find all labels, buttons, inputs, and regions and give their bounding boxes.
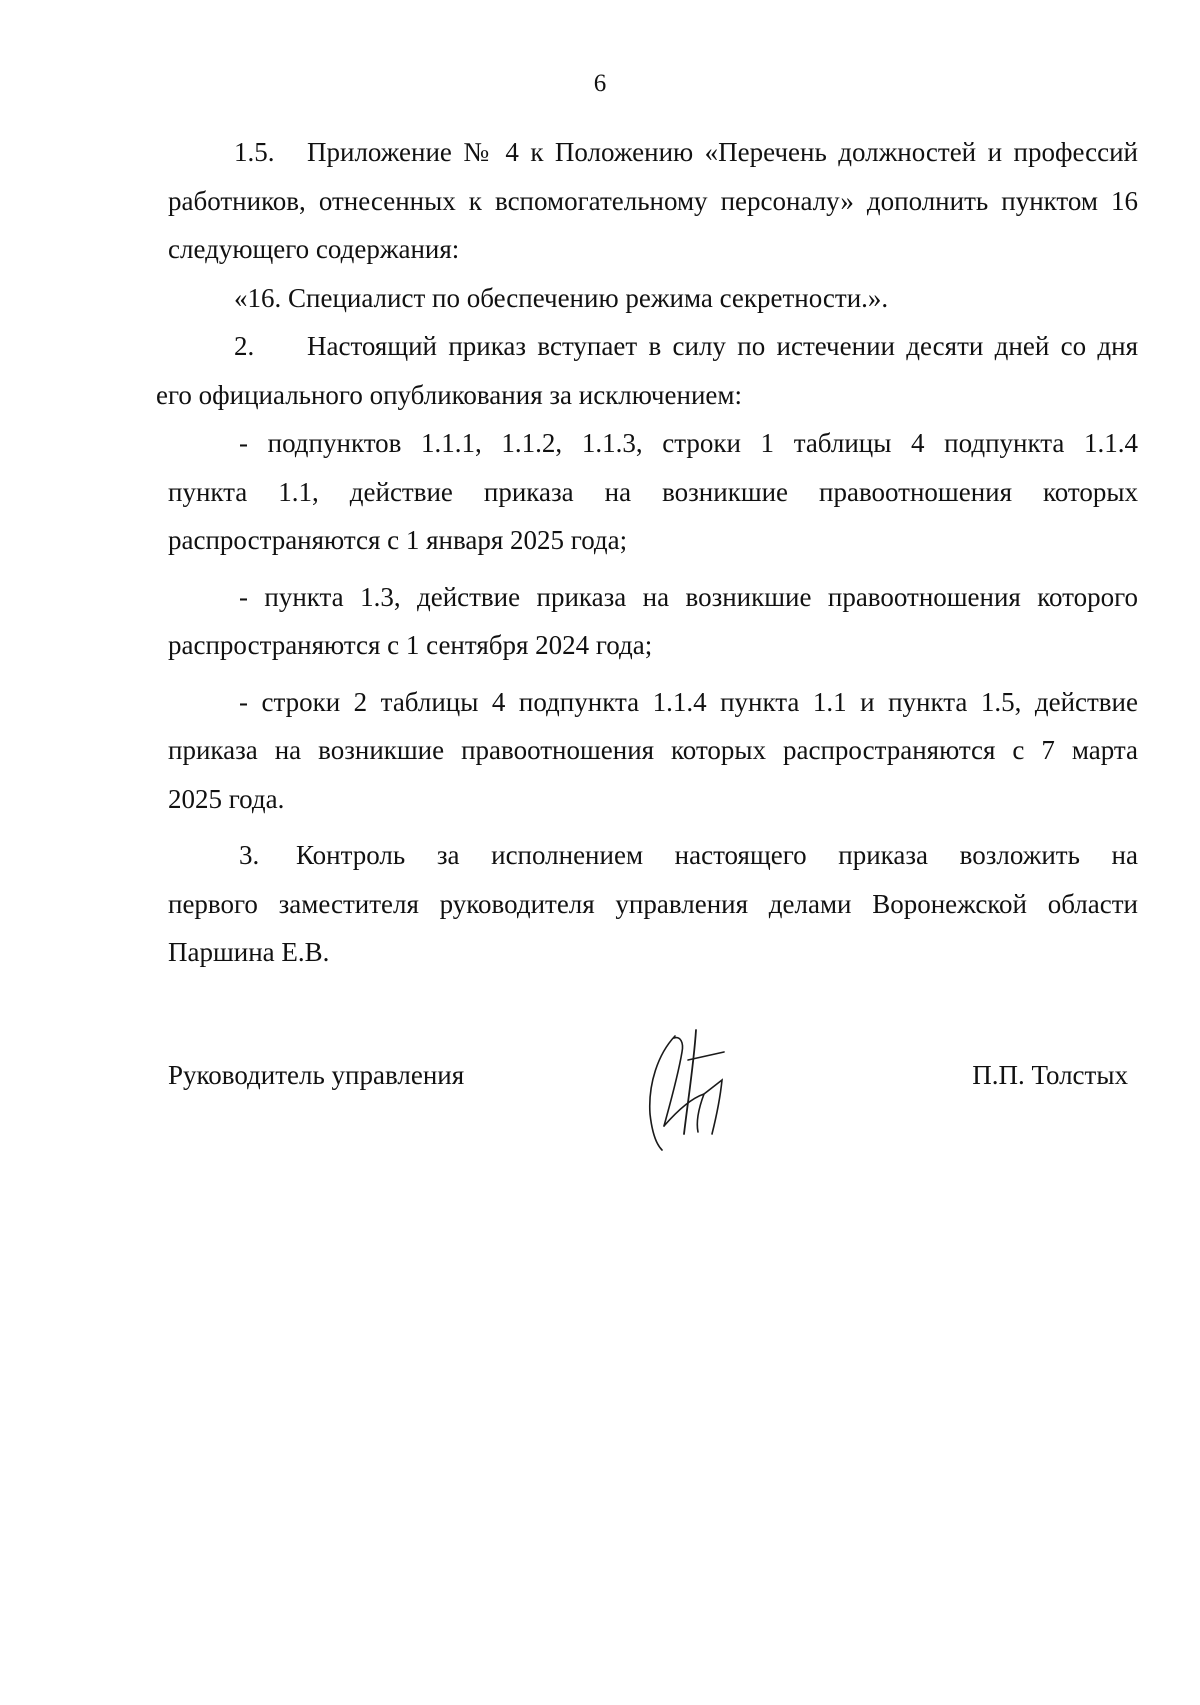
exception-1-line-2: пункта 1.1, действие приказа на возникшие правоотношения которых [168,476,1138,507]
signature-block [0,1052,1200,1192]
exception-1-line-3: распространяются с 1 января 2025 года; [168,525,628,555]
exception-3-line-2: приказа на возникшие правоотношения которых распространяются с 7 марта [168,735,1138,765]
section-3-line-1: 3. Контроль за исполнением настоящего приказа возложить на [168,831,1138,880]
section-2-line-2: его официального опубликования за исключением: [156,379,742,410]
section-2-number: 2. [234,331,255,361]
exception-3-line-1: - строки 2 таблицы 4 подпункта 1.1.4 пункта 1.1 и пункта 1.5, действие [239,686,1138,717]
page-number: 6 [593,70,607,97]
handwritten-signature [640,1022,760,1152]
section-1-5-line-2: работников, отнесенных к вспомогательному персоналу» дополнить пунктом 16 [168,185,1138,216]
signatory-position: Руководитель управления [168,1060,465,1090]
section-3-line-2: первого заместителя руководителя управления делами Воронежской области [168,888,1138,919]
section-3-number: 3. [239,840,260,870]
exception-1-line-1: - подпунктов 1.1.1, 1.1.2, 1.1.3, строки 1 таблицы 4 подпункта 1.1.4 [239,428,1138,458]
section-1-5-line-3: следующего содержания: [168,234,460,264]
section-2 [156,322,1138,823]
section-1-5-quote: «16. Специалист по обеспечению режима секретности.». [234,282,889,313]
section-2-line-1: 2. Настоящий приказ вступает в силу по истечении десяти дней со дня [168,322,1138,371]
exception-2 [168,573,1138,670]
exception-1 [168,419,1138,565]
section-3 [168,831,1138,977]
signatory-name: П.П. Толстых [972,1060,1128,1090]
section-1-5-line-1: 1.5. Приложение № 4 к Положению «Перечень должностей и профессий [168,128,1138,177]
exception-2-line-1: - пункта 1.3, действие приказа на возникшие правоотношения которого [239,581,1138,612]
section-1-5 [168,128,1138,322]
section-3-line-3: Паршина Е.В. [168,937,330,967]
exception-2-line-2: распространяются с 1 сентября 2024 года; [168,630,653,660]
document-body [156,128,1138,977]
exception-3-line-3: 2025 года. [168,783,285,814]
exception-3 [168,678,1138,824]
section-1-5-number: 1.5. [234,137,275,167]
